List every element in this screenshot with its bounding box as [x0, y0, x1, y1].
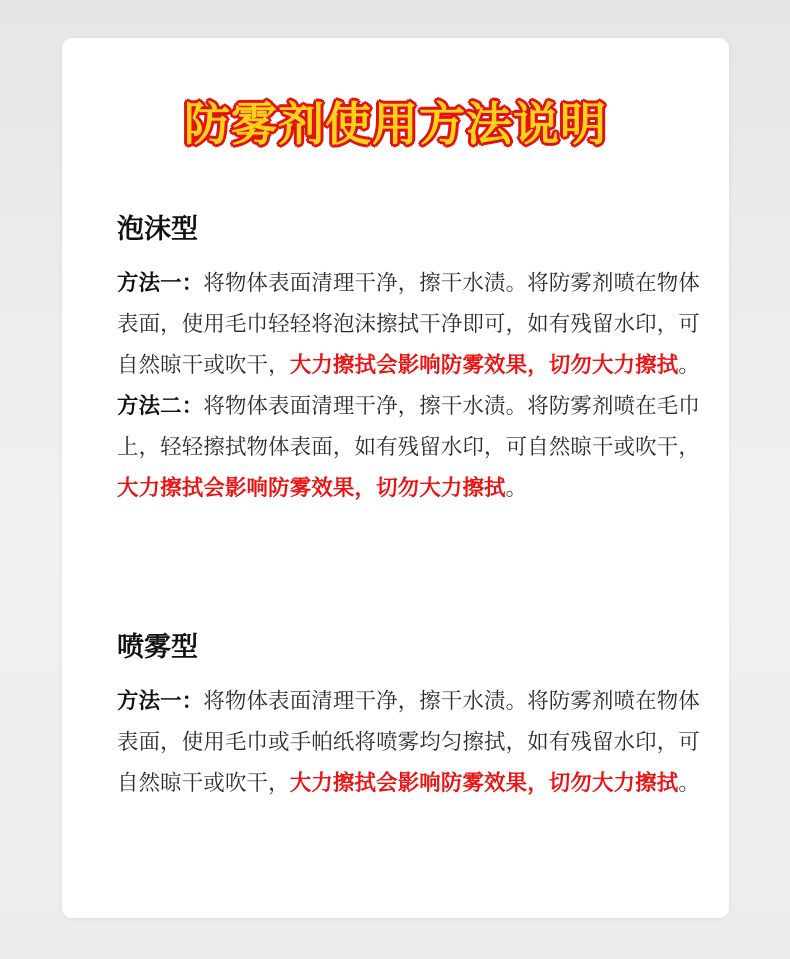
- method-label: 方法一：: [117, 271, 204, 296]
- method-paragraph: [117, 263, 707, 386]
- method-paragraph: [117, 386, 707, 509]
- section-heading-foam: 泡沫型: [117, 214, 198, 245]
- method-text: 将物体表面清理干净，擦干水渍。将防雾剂喷在物体表面，使用毛巾或手帕纸将喷雾均匀擦拭，如有残留水印，可自然晾干或吹干，: [117, 689, 700, 796]
- page-title: 防雾剂使用方法说明: [184, 97, 607, 151]
- method-label: 方法一：: [117, 689, 204, 714]
- method-text: 将物体表面清理干净，擦干水渍。将防雾剂喷在毛巾上，轻轻擦拭物体表面，如有残留水印，可自然晾干或吹干，: [117, 394, 700, 460]
- section-foam: [117, 212, 707, 509]
- section-spray: [117, 630, 707, 804]
- instruction-card: [62, 38, 729, 918]
- method-warning: 大力擦拭会影响防雾效果，切勿大力擦拭: [289, 771, 679, 796]
- method-paragraph: [117, 681, 707, 804]
- method-warning: 大力擦拭会影响防雾效果，切勿大力擦拭: [117, 476, 506, 501]
- method-end: 。: [678, 771, 700, 796]
- section-heading-spray: 喷雾型: [117, 632, 198, 663]
- method-label: 方法二：: [117, 394, 204, 419]
- method-text: 将物体表面清理干净，擦干水渍。将防雾剂喷在物体表面，使用毛巾轻轻将泡沫擦拭干净即可，如有残留水印，可自然晾干或吹干，: [117, 271, 700, 378]
- method-end: 。: [505, 476, 528, 501]
- method-end: 。: [678, 353, 700, 378]
- method-warning: 大力擦拭会影响防雾效果，切勿大力擦拭: [289, 353, 679, 378]
